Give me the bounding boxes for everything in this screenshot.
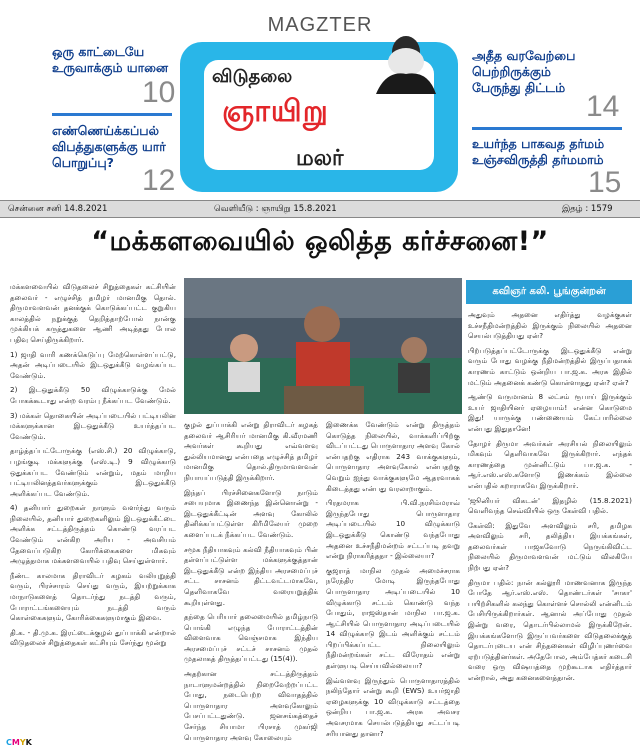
paragraph: திருமா பதில்: நான் கல்லூரி மாணவனாக இருந்த போதே ஆர்.எஸ்.எஸ். தொண்டர்கள் 'சாகா' பயிற்சிகளில் கலந்து கொள்ளச் சொல்லி என்னிடம் பேசியிருக்கிறார்கள். ஆனால் அப்போது முதல் இன்று வரை, தொடர்பில்லாமல் இருக்கிறேன். இயக்கங்களோடு இருப்பவர்களை விடுதலைக்குத் தொடர்புடைய என் சிந்தனைகள் விழிப்புணர்வை ஏற்படுத்தினர்கள். அதேபோல, அம்பேத்கர் கடைசி வரை ஒரு விஷயத்தை முற்கூடாக எதிர்த்தார் என்றால், அது கனைகளைத்தான். [468, 577, 633, 682]
paragraph: 'ஜூனியர் விகடன்' இதழில் (15.8.2021) வெளிவந்த செவ்வியில் ஒரு கேள்வி பதில். [468, 495, 632, 516]
paragraph: இந்தப் பிரச்சினைகளோடு நாடும் சபையுமாக இணைந்த இன்னொன்று - இடஒதுக்கீட்டின் அளவு கோலில் தினிக்கப்பட்டுள்ள கிரீமிலேயர் முறை களைப்படக் நீக்கப்பட வேண்டும். [184, 487, 318, 539]
paragraph: குழல் துப்பாக்கி என்று திராவிடர் கழகத் தலைவர் ஆசிரியர் மானமிகு கி.வீரமணி அவர்கள் கூறியது எவ்வளவு துல்லியமானது என்பதை எழுச்சித் தமிழர் மானமிகு தொல்.திருமாவளவன் நியாயப்படுத்தி இருக்கிறார். [184, 420, 318, 482]
teaser-divider [52, 113, 172, 116]
teaser-right-2-page: 15 [588, 166, 622, 199]
logo-top-text: விடுதலை [212, 66, 293, 87]
article-column-2 [184, 420, 318, 742]
paragraph: 3) மக்கள் தொகையின் அடிப்படையில் பட்டியலின மக்களுக்கான இடஒதுக்கீடு உயர்த்தப்பட வேண்டும். [10, 410, 176, 441]
byline-author: கவிஞர் கலி. பூங்குன்றன் [466, 280, 632, 304]
paragraph: கேள்வி: இதுவே அளவிலும் சரி, தமிழக அளவிலும் சரி, தலித்திய இயக்கங்கள், தலைவர்கள் பாஜகவோடு நெருங்கிவிட்ட நிலையில் திருமாவளவன் மட்டும் விலகியே நிற்பது ஏன்? [468, 520, 632, 573]
cmyk-m: M [11, 738, 20, 747]
teaser-left-2-page: 12 [142, 164, 176, 197]
paragraph: தோழர் திருமா அவர்கள் அரசியல் நிலையிலும் மிகவும் தெளிவாகவே இருக்கிறார். எந்தக் காரணத்தை முன்னிட்டும் பா.ஜ.க. - ஆர்.எஸ்.எஸ்.களோடு இணக்கம் இல்லை என்பதில் கறாராகவே இருக்கிறார். [468, 438, 632, 490]
periyar-portrait-icon [366, 30, 438, 94]
paragraph: நீண்ட காலமாக திராவிடர் கழகம் வலியுறுத்தி வரும், பிரச்சாரம் செய்து வரும், இயற்றுக்காக மாநாடுகளைத் தொடர்ந்து நடத்தி வரும், போராட்டங்களையும் நடத்தி வரும் கொள்கைகளும், கோரிக்கைகளுமாகும் இவை. [10, 570, 176, 623]
paragraph: இணைக்க வேண்டும் என்று திருத்தம் கொடுத்த நிலையில், வாக்களிப்பிற்கு விடப்பட்டது பொருளாதார அளவு கோல் என்பதற்கு எதிராக 243 வாக்குகளும், பொருளாதார அளவுகோல் என்பதற்கு வெறும் ஐந்து வாக்குகளுமே ஆதரவாகக் கிடைத்தது என்பது வரலாறாகும். [326, 420, 460, 493]
issue-date-publish: வெளியீடு : ஞாயிறு 15.8.2021 [214, 204, 337, 214]
dateline-bar [0, 200, 640, 218]
paragraph: அதற்கான சட்டத்திருத்தம் நாடாளுமன்றத்தில் நிறைவேற்றப்பட்ட போது, நடைபெற்ற விவாதத்தில் பொருளாதார அளவுகோலும் பேசப்பட்டதுண்டு. ஜனசங்கத்தைச் சேர்ந்த சியாமா பிரசாத் முகர்ஜி பொருளாதார அளவு கோலையும் [184, 669, 318, 742]
paragraph: சமூக நீதியாகவும் கல்வி நீதியாகவும் பின் தள்ளப்பட்டுள்ள மக்களுக்குத்தான் இடஒதுக்கீடு என்ற இந்திய அரசமைப்புச் சட்ட சாசனம் திட்டவட்டமாகவே, தெளிவாகவே வரையறுத்திக் கூறியுள்ளது. [184, 544, 318, 607]
paragraph: தந்தை பெரியார் தலைமையில் தமிழ்நாடு பொங்கி எழுந்த போராட்டத்தின் விளைவாக வெஞ்சமாக இந்திய அரசமைப்புச் சட்டச் சாசனம் முதல் முதலாகத் திருத்தப்பட்டது (15(4)). [184, 612, 318, 664]
teaser-right-1-page: 14 [586, 90, 620, 123]
speaker-photo [184, 278, 462, 414]
paragraph: பிற்படுத்தப்பட்டோருக்கு இடஒதுக்கீடு என்று வரும் போது வழக்கு நீதிமன்றத்தில் இருப்பதாகக் காரணம் காட்டும் ஒன்றிய பா.ஜ.க. அரசு இதில் மட்டும் அதனைக் கண்டு கொள்ளாதது ஏன்? ஏன்? [468, 345, 632, 387]
paragraph: அதுவும் அதனை எதிர்த்து வழக்குகள் உச்சநீதிமன்றத்தில் இருக்கும் நிலையில் அதனை செயல்படுத்தியது ஏன்? [468, 310, 632, 341]
magzter-brand: MAGZTER [267, 14, 373, 36]
article-column-3 [326, 420, 460, 738]
teaser-left-1-page: 10 [142, 76, 176, 109]
teaser-right-1[interactable]: அதீத வரவேற்பை பெற்றிருக்கும் பேருந்து திட்டம் [472, 48, 576, 95]
teaser-right-2[interactable]: உயர்ந்த பாகவத தர்மம் உஞ்சவிருத்தி தர்மமாம் [472, 136, 605, 167]
cmyk-k: K [25, 738, 32, 747]
issue-date-left: சென்னை சனி 14.8.2021 [8, 204, 108, 214]
logo-main-text: ஞாயிறு [222, 94, 329, 129]
paragraph: 4) தனியார் துறைகள் நாளும் வளர்ந்து வரும் நிலையில், தனியார் துறைகளிலும் இடஒதுக்கீட்டை அளிக்க சட்டத்திருத்தம் கொண்டு வரப்பட வேண்டும் என்கிற அரிய - அவசியம் தேவைப்படுகிற கோரிக்கைகளை மிகவும் அழுத்தமாக மக்களவையில் பதிவு செய்துள்ளார். [10, 503, 176, 566]
paragraph: 1) ஜாதி வாரி கணக்கெடுப்பு மேற்கொள்ளப்பட்டு, அதன் அடிப்படையில் இடஒதுக்கீடு வழங்கப்பட வேண்டும். [10, 349, 176, 380]
paragraph: மக்களவையில் விடுதலைச் சிறுத்தைகள் கட்சியின் தலைவர் - எழுச்சித் தமிழர் மானமிகு தொல். திருமாவளவன் தனக்குக் கொடுக்கப்பட்ட குறுகிய காலத்தில் நறுக்குத் தெறித்தாற்போல் நான்கு முக்கியக் கருத்துகளை ஆணி அடித்தது போல பதிவு செய்திருக்கிறார். [10, 282, 176, 344]
paragraph: குஜராத் மாநில முதல் அமைச்சராக நரேந்திர மோடி இருந்தபோது பொருளாதார அடிப்படையில் 10 விழுக்காடு சட்டம் கொண்டு வந்த போதும், ராஜஸ்தான் மாநில பா.ஜ.க. ஆட்சியில் பொருளாதார அடிப்படையில் 14 விழுக்காடு இடம் அளிக்கும் சட்டம் பிறப்பிக்கப்பட்ட நிலையிலும் நீதிமன்றங்கள் சட்ட விரோதம் என்று தள்ளுபடி செய்யவில்லையா? [326, 565, 460, 671]
teaser-left-2[interactable]: எண்ணெய்க்கப்பல் விபத்துகளுக்கு யார் பொறுப்பு? [52, 123, 166, 170]
paragraph: பிரதமராக பி.வி.நரசிம்மராவ் இருந்தபோது பொருளாதார அடிப்படையில் 10 விழுக்காடு இடஒதுக்கீடு கொண்டு வந்தபோது அதனை உச்சநீதிமன்றம் சட்டப்படி தவறு என்று நிராகரித்ததா - இல்லையா? [326, 498, 460, 561]
article-column-1 [10, 282, 176, 726]
paragraph: தி.க. - தி.மு.க. இரட்டைக்குழல் துப்பாக்கி என்றால் விடுதலைச் சிறுத்தைகள் கட்சியும் சேர்ந்து மூன்று [10, 627, 176, 648]
issue-number: இதழ் : 1579 [562, 204, 613, 214]
cmyk-c: C [6, 738, 12, 747]
paragraph: தாழ்த்தப்பட்டோருக்கு (எஸ்.சி.) 20 விழுக்காடு, பழங்குடி மக்களுக்கு (எஸ்.டி.) 9 விழுக்காடு ஒதுக்கப்பட வேண்டும் என்றும், மதம் மாறிய பட்டியலினத்தவர்களுக்கும் இடஒதுக்கீடு அளிக்கப்பட வேண்டும். [10, 446, 176, 498]
paragraph: 2) இடஒதுக்கீடு 50 விழுக்காடுக்கு மேல் போகக்கூடாது என்ற வரம்பு நீக்கப்பட வேண்டும். [10, 385, 176, 405]
teaser-left-1[interactable]: ஒரு காட்டையே உருவாக்கும் யானை [52, 44, 169, 75]
cmyk-print-mark [6, 738, 32, 747]
logo-sub-text: மலர் [296, 146, 344, 171]
article-headline: “மக்களவையில் ஒலித்த கர்ச்சனை!” [91, 226, 549, 257]
teaser-divider [472, 127, 622, 130]
paragraph: ஆண்டு வருமானம் 8 லட்சம் ரூபாய் இருக்கும் உயர் ஜாதியினர் ஏழையாம்! என்ன கொடுமை இது! யாருக்கு பண்ணையம் கேட்பாரில்லை என்பது இதுதானே! [468, 392, 632, 433]
paragraph: இவ்வளவு இருந்தும் பொருளாதாரத்தில் நலிந்தோர் என்று கூறி (EWS) உயர்ஜாதி ஏழைகளுக்கு 10 விழுக்காடு சட்டத்தை ஒன்றிய பா.ஜ.க. அரசு அவசர அவசரமாக செயல்படுத்தியது சட்டப்படி சரியானது தானா? [326, 675, 460, 738]
article-column-4 [468, 310, 632, 726]
cmyk-y: Y [19, 738, 26, 747]
